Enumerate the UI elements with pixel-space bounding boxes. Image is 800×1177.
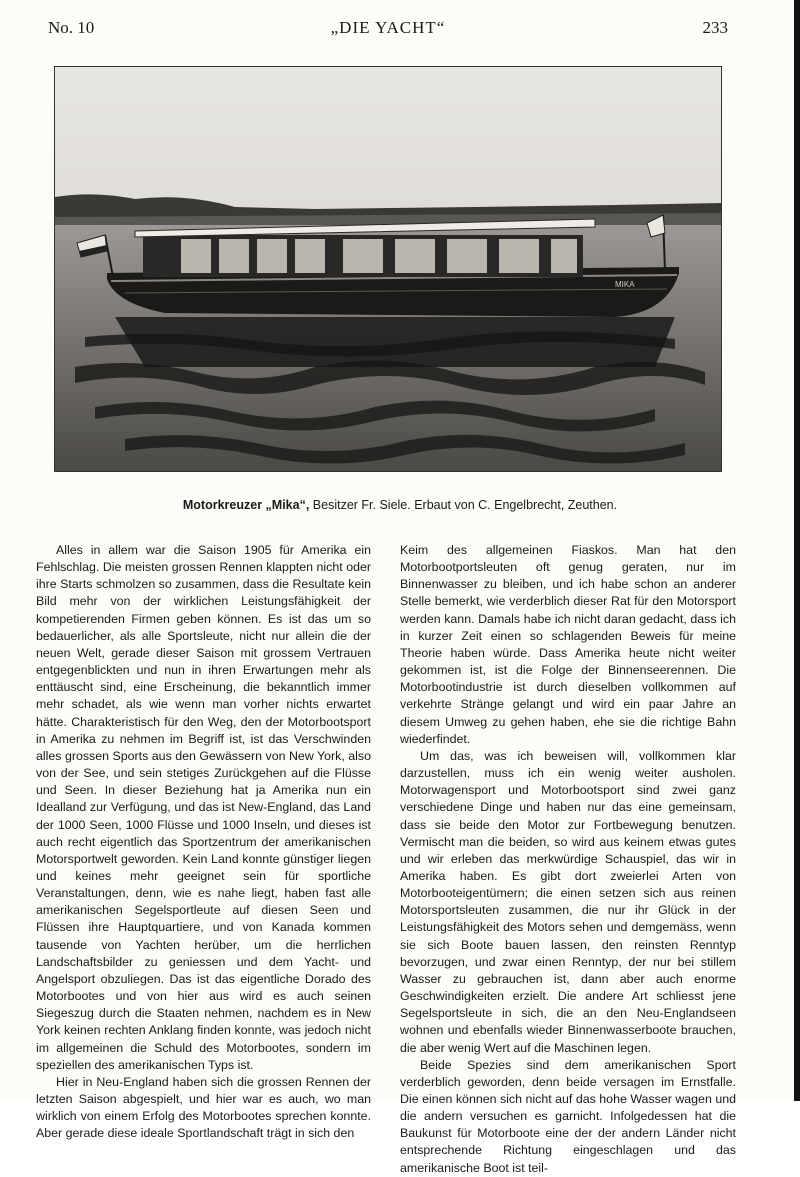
hull-lettering: MIKA <box>615 280 635 289</box>
paragraph: Alles in allem war die Saison 1905 für Amerika ein Fehlschlag. Die meisten grossen Rennen klappten nicht oder ihre Starts schmolzen so zusammen, dass die Resultate kein Bild mehr von der wirklichen Leistungsfähigkeit der kompetierenden Firmen geben können. Es ist das um so bedauerlicher, als alle Sportsleute, nicht nur allein die der neuen Welt, gerade dieser Saison mit grossem Vertrauen entgegenblickten und nun in ihren Erwartungen mehr als enttäuscht sind, eine Erscheinung, die bekanntlich immer mehr schadet, als wie wenn man vorher nichts erwartet hätte. Charakteristisch für den Weg, den der Motorbootsport in Amerika zu nehmen im Begriff ist, ist das Verschwinden alles grossen Sports aus den Gewässern von New York, also von der See, und sein stetiges Zurückgehen auf die Flüsse und Seen. In dieser Beziehung hat ja Amerika nun ein Idealland zur Verfügung, und das ist New-England, das Land der 1000 Seen, 1000 Flüsse und 1000 Inseln, und dieses ist auch recht eigentlich das Sportzentrum der amerikanischen Motorsportwelt geworden. Kein Land konnte günstiger liegen und keines mehr geeignet sein für sportliche Veranstaltungen, denn, wie es nahe liegt, haben fast alle amerikanischen Segelsportleute auf diesen Seen und Flüssen ihre Hauptquartiere, und von Kanada kommen tausende von Yachten herüber, um die herrlichen Landschaftsbilder zu geniessen und dem Yacht- und Angelsport obzuliegen. Das ist das eigentliche Dorado des Motorbootes und von hier aus wird es auch seinen Siegeszug durch die Staaten nehmen, nachdem es in New York keinen rechten Anklang finden konnte, was jedoch nicht im allgemeinen die Schuld des Motorbootes, sondern im speziellen des amerikanischen Typs ist. <box>36 543 371 1072</box>
journal-title: „DIE YACHT“ <box>330 18 446 37</box>
boat-photo-illustration <box>55 67 722 472</box>
paragraph: Keim des allgemeinen Fiaskos. Man hat den Motorbootportsleuten oft genug geraten, nur im Binnenwasser zu bleiben, und ich habe schon an anderer Stelle bemerkt, wie verderblich dieser Rat für den Motorsport werden kann. Damals habe ich nicht daran gedacht, dass ich in kurzer Zeit einen so schlagenden Beweis für meine Theorie haben würde. Dass Amerika heute nicht weiter gekommen ist, ist die Folge der Binnenseerennen. Die Motorbootindustrie ist durch dieselben vollkommen auf verkehrte Stränge gelangt und wird ein paar Jahre an diesem Umweg zu gehen haben, ehe sie die richtige Bahn wiederfindet. <box>400 543 736 746</box>
caption-text: Besitzer Fr. Siele. Erbaut von C. Engelbrecht, Zeuthen. <box>312 498 618 512</box>
page-number: 233 <box>702 18 728 37</box>
article-column-left <box>36 542 371 1142</box>
boat-photograph <box>54 66 722 472</box>
issue-number: No. 10 <box>48 18 95 37</box>
paragraph: Hier in Neu-England haben sich die grossen Rennen der letzten Saison abgespielt, und hier war es auch, wo man wirklich von einem Erfolg des Motorbootes sprechen konnte. Aber gerade diese ideale Sportlandschaft trägt in sich den <box>36 1074 371 1141</box>
paragraph: Beide Spezies sind dem amerikanischen Sport verderblich geworden, denn beide versagen im Ernstfalle. Die einen können sich nicht auf das hohe Wasser wagen und die andern versuchen es garnicht. Infolgedessen hat die Baukunst für Motorboote eine der der andern Länder nicht entsprechende Richtung eingeschlagen und das amerikanische Boot ist teil- <box>400 1057 736 1175</box>
paragraph: Um das, was ich beweisen will, vollkommen klar darzustellen, muss ich ein wenig weiter ausholen. Motorwagensport und Motorbootsport sind zwei ganz verschiedene Dinge und haben nur das eine gemeinsam, dass sie beide den Motor zur Fortbewegung benutzen. Vermischt man die beiden, so wird aus keinem etwas gutes und wir erleben das merkwürdige Schauspiel, das wir in Amerika haben. Es gibt dort zweierlei Arten von Motorbooteigentümern; die einen setzen sich aus reinen Motorsportsleuten zusammen, die nur ihr Glück in der Leistungsfähigkeit des Motors sehen und demgemäss, wenn sie sich Boote bauen lassen, den reinsten Renntyp bevorzugen, und zwar einen Renntyp, der nur bei stillem Wasser zu gebrauchen ist, dann aber auch enorme Geschwindigkeiten erzielt. Die andere Art schliesst jene Segelsportsleute in sich, die an den Neu-Englandseen wohnen und ebenfalls wieder Binnenwasserboote brauchen, die aber wenig Wert auf die Maschinen legen. <box>400 748 736 1055</box>
caption-title: Motorkreuzer „Mika“, <box>182 498 310 512</box>
photo-caption <box>0 498 800 512</box>
page-header <box>48 14 728 40</box>
article-column-right <box>400 542 736 1177</box>
page-edge <box>794 0 800 1101</box>
